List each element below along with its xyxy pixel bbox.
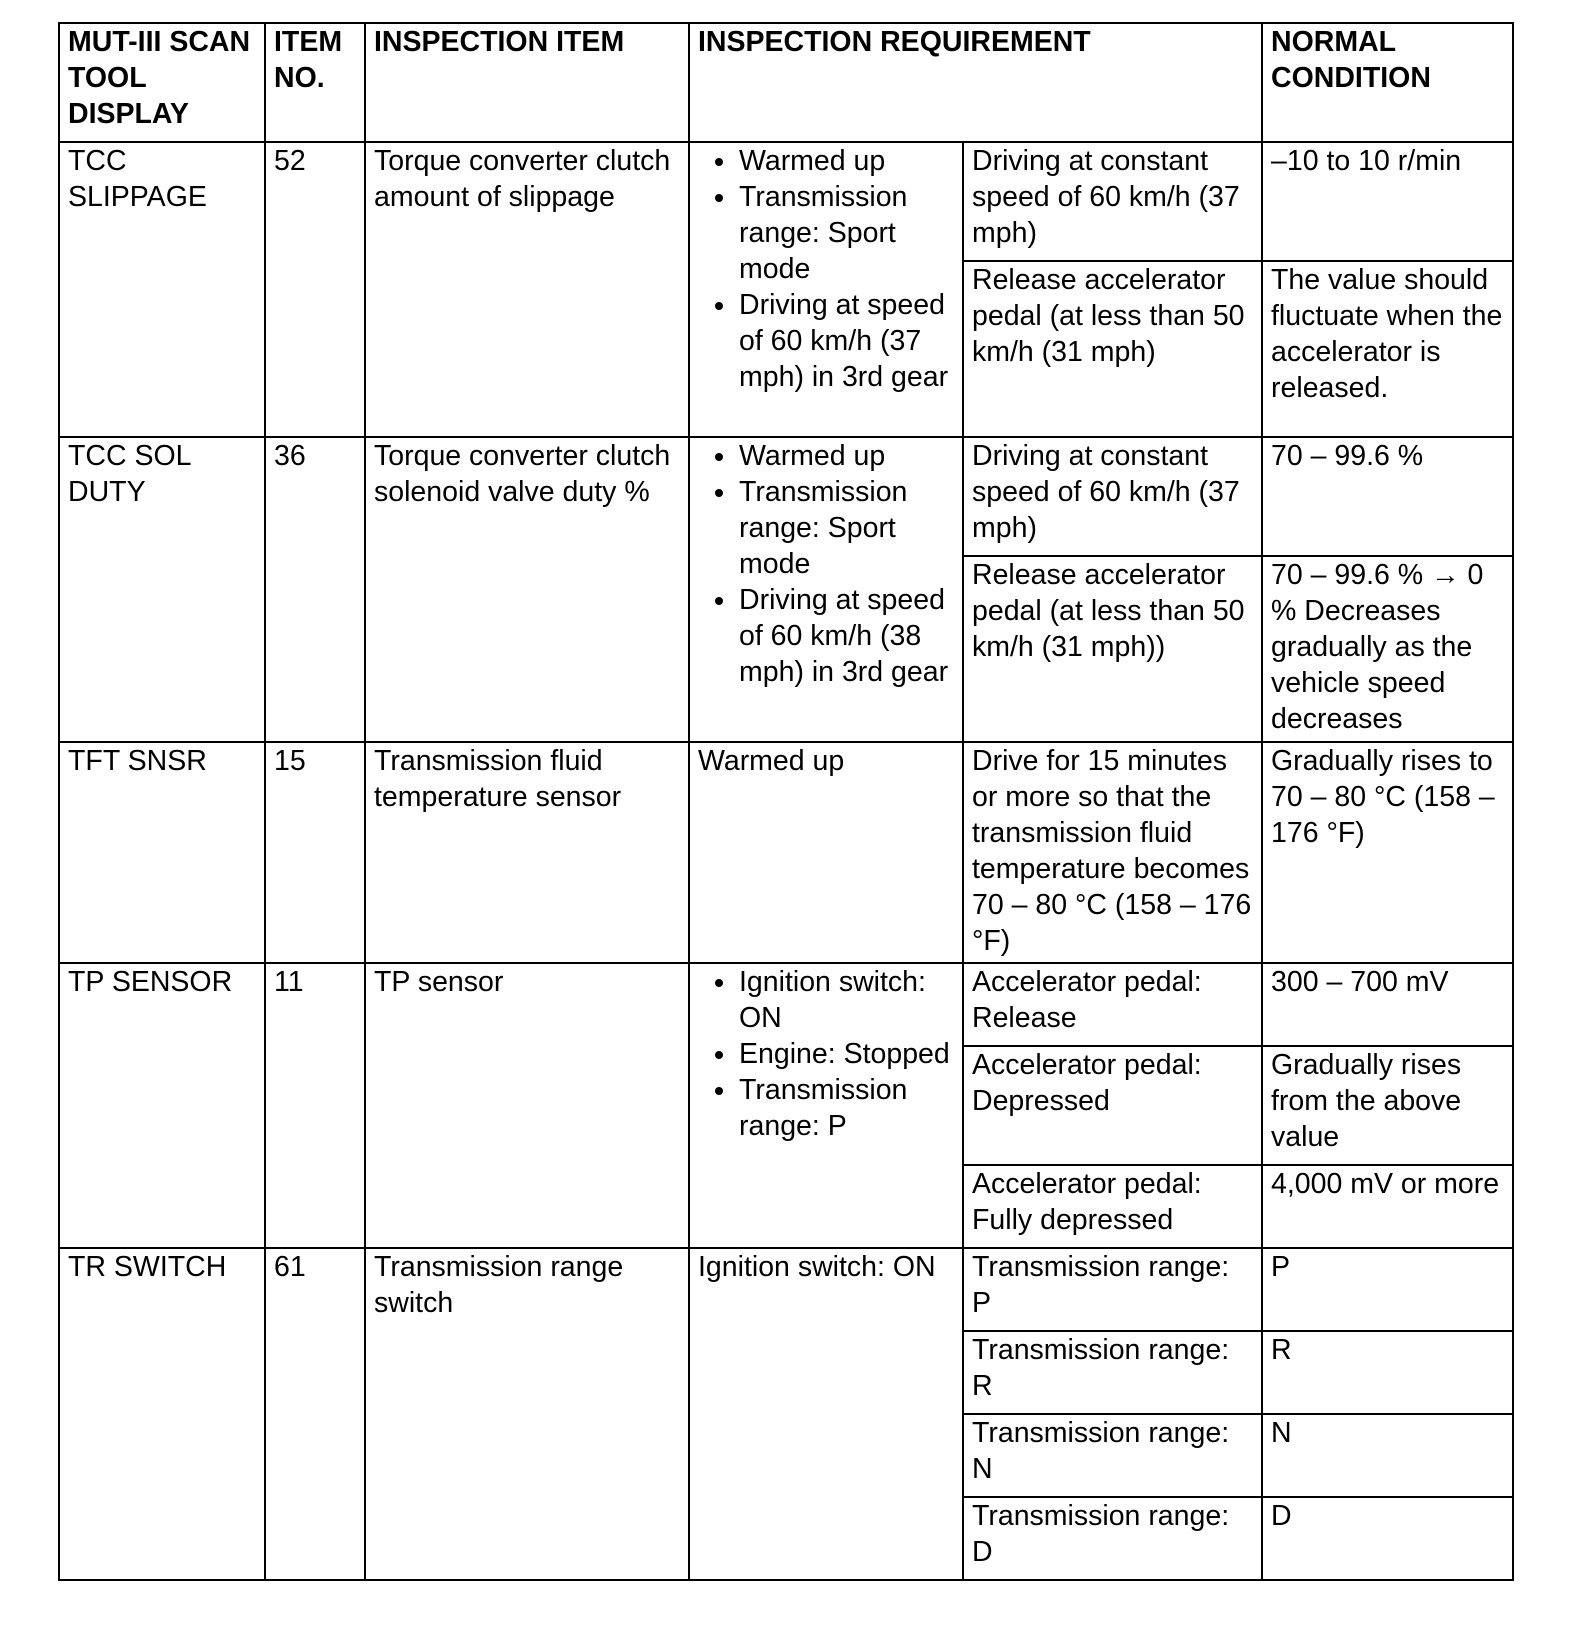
requirement-cell: Ignition switch: ON xyxy=(689,1248,963,1580)
normal-condition-cell: N xyxy=(1262,1414,1513,1497)
requirement-cell xyxy=(689,142,963,437)
table-row xyxy=(59,1248,1513,1331)
display-cell: TCC SOL DUTY xyxy=(59,437,265,742)
condition-cell: Accelerator pedal: Release xyxy=(963,963,1262,1046)
requirement-item: • Transmission range: Sport mode xyxy=(738,179,955,287)
normal-condition-cell: Gradually rises to 70 – 80 °C (158 – 176 °F) xyxy=(1262,742,1513,963)
normal-condition-cell: 70 – 99.6 % xyxy=(1262,437,1513,556)
requirement-item: • Transmission range: Sport mode xyxy=(738,474,955,582)
inspection-item-cell: Transmission fluid temperature sensor xyxy=(365,742,689,963)
display-cell: TFT SNSR xyxy=(59,742,265,963)
condition-cell: Drive for 15 minutes or more so that the transmission fluid temperature becomes 70 – 80 °C (158 – 176 °F) xyxy=(963,742,1262,963)
requirement-item: • Transmission range: P xyxy=(738,1072,955,1144)
normal-condition-cell: R xyxy=(1262,1331,1513,1414)
table-row xyxy=(59,437,1513,556)
condition-cell: Transmission range: D xyxy=(963,1497,1262,1580)
requirement-item: • Warmed up xyxy=(738,438,955,474)
table-row xyxy=(59,963,1513,1046)
condition-cell: Transmission range: N xyxy=(963,1414,1262,1497)
requirement-cell xyxy=(689,437,963,742)
header-display: MUT-III SCAN TOOL DISPLAY xyxy=(59,23,265,142)
requirement-item: • Driving at speed of 60 km/h (38 mph) in 3rd gear xyxy=(738,582,955,690)
header-row xyxy=(59,23,1513,142)
normal-condition-cell: P xyxy=(1262,1248,1513,1331)
normal-condition-cell: The value should fluctuate when the accelerator is released. xyxy=(1262,261,1513,437)
inspection-item-cell: Torque converter clutch solenoid valve duty % xyxy=(365,437,689,742)
inspection-table xyxy=(58,22,1514,1581)
inspection-item-cell: Torque converter clutch amount of slippage xyxy=(365,142,689,437)
table-row xyxy=(59,742,1513,963)
requirement-cell: Warmed up xyxy=(689,742,963,963)
requirement-list xyxy=(698,143,955,395)
requirement-list xyxy=(698,438,955,690)
table-row xyxy=(59,142,1513,261)
inspection-item-cell: Transmission range switch xyxy=(365,1248,689,1580)
normal-condition-cell: –10 to 10 r/min xyxy=(1262,142,1513,261)
display-cell: TP SENSOR xyxy=(59,963,265,1248)
requirement-item: • Engine: Stopped xyxy=(738,1036,955,1072)
normal-condition-cell: 300 – 700 mV xyxy=(1262,963,1513,1046)
header-item-no: ITEM NO. xyxy=(265,23,365,142)
condition-cell: Transmission range: R xyxy=(963,1331,1262,1414)
requirement-item: • Ignition switch: ON xyxy=(738,964,955,1036)
condition-cell: Release accelerator pedal (at less than 50 km/h (31 mph) xyxy=(963,261,1262,437)
requirement-list xyxy=(698,964,955,1144)
inspection-item-cell: TP sensor xyxy=(365,963,689,1248)
item-no-cell: 61 xyxy=(265,1248,365,1580)
item-no-cell: 36 xyxy=(265,437,365,742)
header-inspection-item: INSPECTION ITEM xyxy=(365,23,689,142)
item-no-cell: 15 xyxy=(265,742,365,963)
condition-cell: Accelerator pedal: Fully depressed xyxy=(963,1165,1262,1248)
display-cell: TR SWITCH xyxy=(59,1248,265,1580)
normal-condition-cell: 70 – 99.6 % → 0 % Decreases gradually as the vehicle speed decreases xyxy=(1262,556,1513,742)
requirement-item: • Warmed up xyxy=(738,143,955,179)
normal-condition-cell: Gradually rises from the above value xyxy=(1262,1046,1513,1165)
header-inspection-requirement: INSPECTION REQUIREMENT xyxy=(689,23,1262,142)
normal-condition-cell: 4,000 mV or more xyxy=(1262,1165,1513,1248)
normal-condition-cell: D xyxy=(1262,1497,1513,1580)
requirement-item: • Driving at speed of 60 km/h (37 mph) in 3rd gear xyxy=(738,287,955,395)
condition-cell: Driving at constant speed of 60 km/h (37 mph) xyxy=(963,437,1262,556)
header-normal-condition: NORMAL CONDITION xyxy=(1262,23,1513,142)
condition-cell: Driving at constant speed of 60 km/h (37 mph) xyxy=(963,142,1262,261)
requirement-cell xyxy=(689,963,963,1248)
condition-cell: Release accelerator pedal (at less than 50 km/h (31 mph)) xyxy=(963,556,1262,742)
item-no-cell: 11 xyxy=(265,963,365,1248)
display-cell: TCC SLIPPAGE xyxy=(59,142,265,437)
condition-cell: Accelerator pedal: Depressed xyxy=(963,1046,1262,1165)
item-no-cell: 52 xyxy=(265,142,365,437)
condition-cell: Transmission range: P xyxy=(963,1248,1262,1331)
